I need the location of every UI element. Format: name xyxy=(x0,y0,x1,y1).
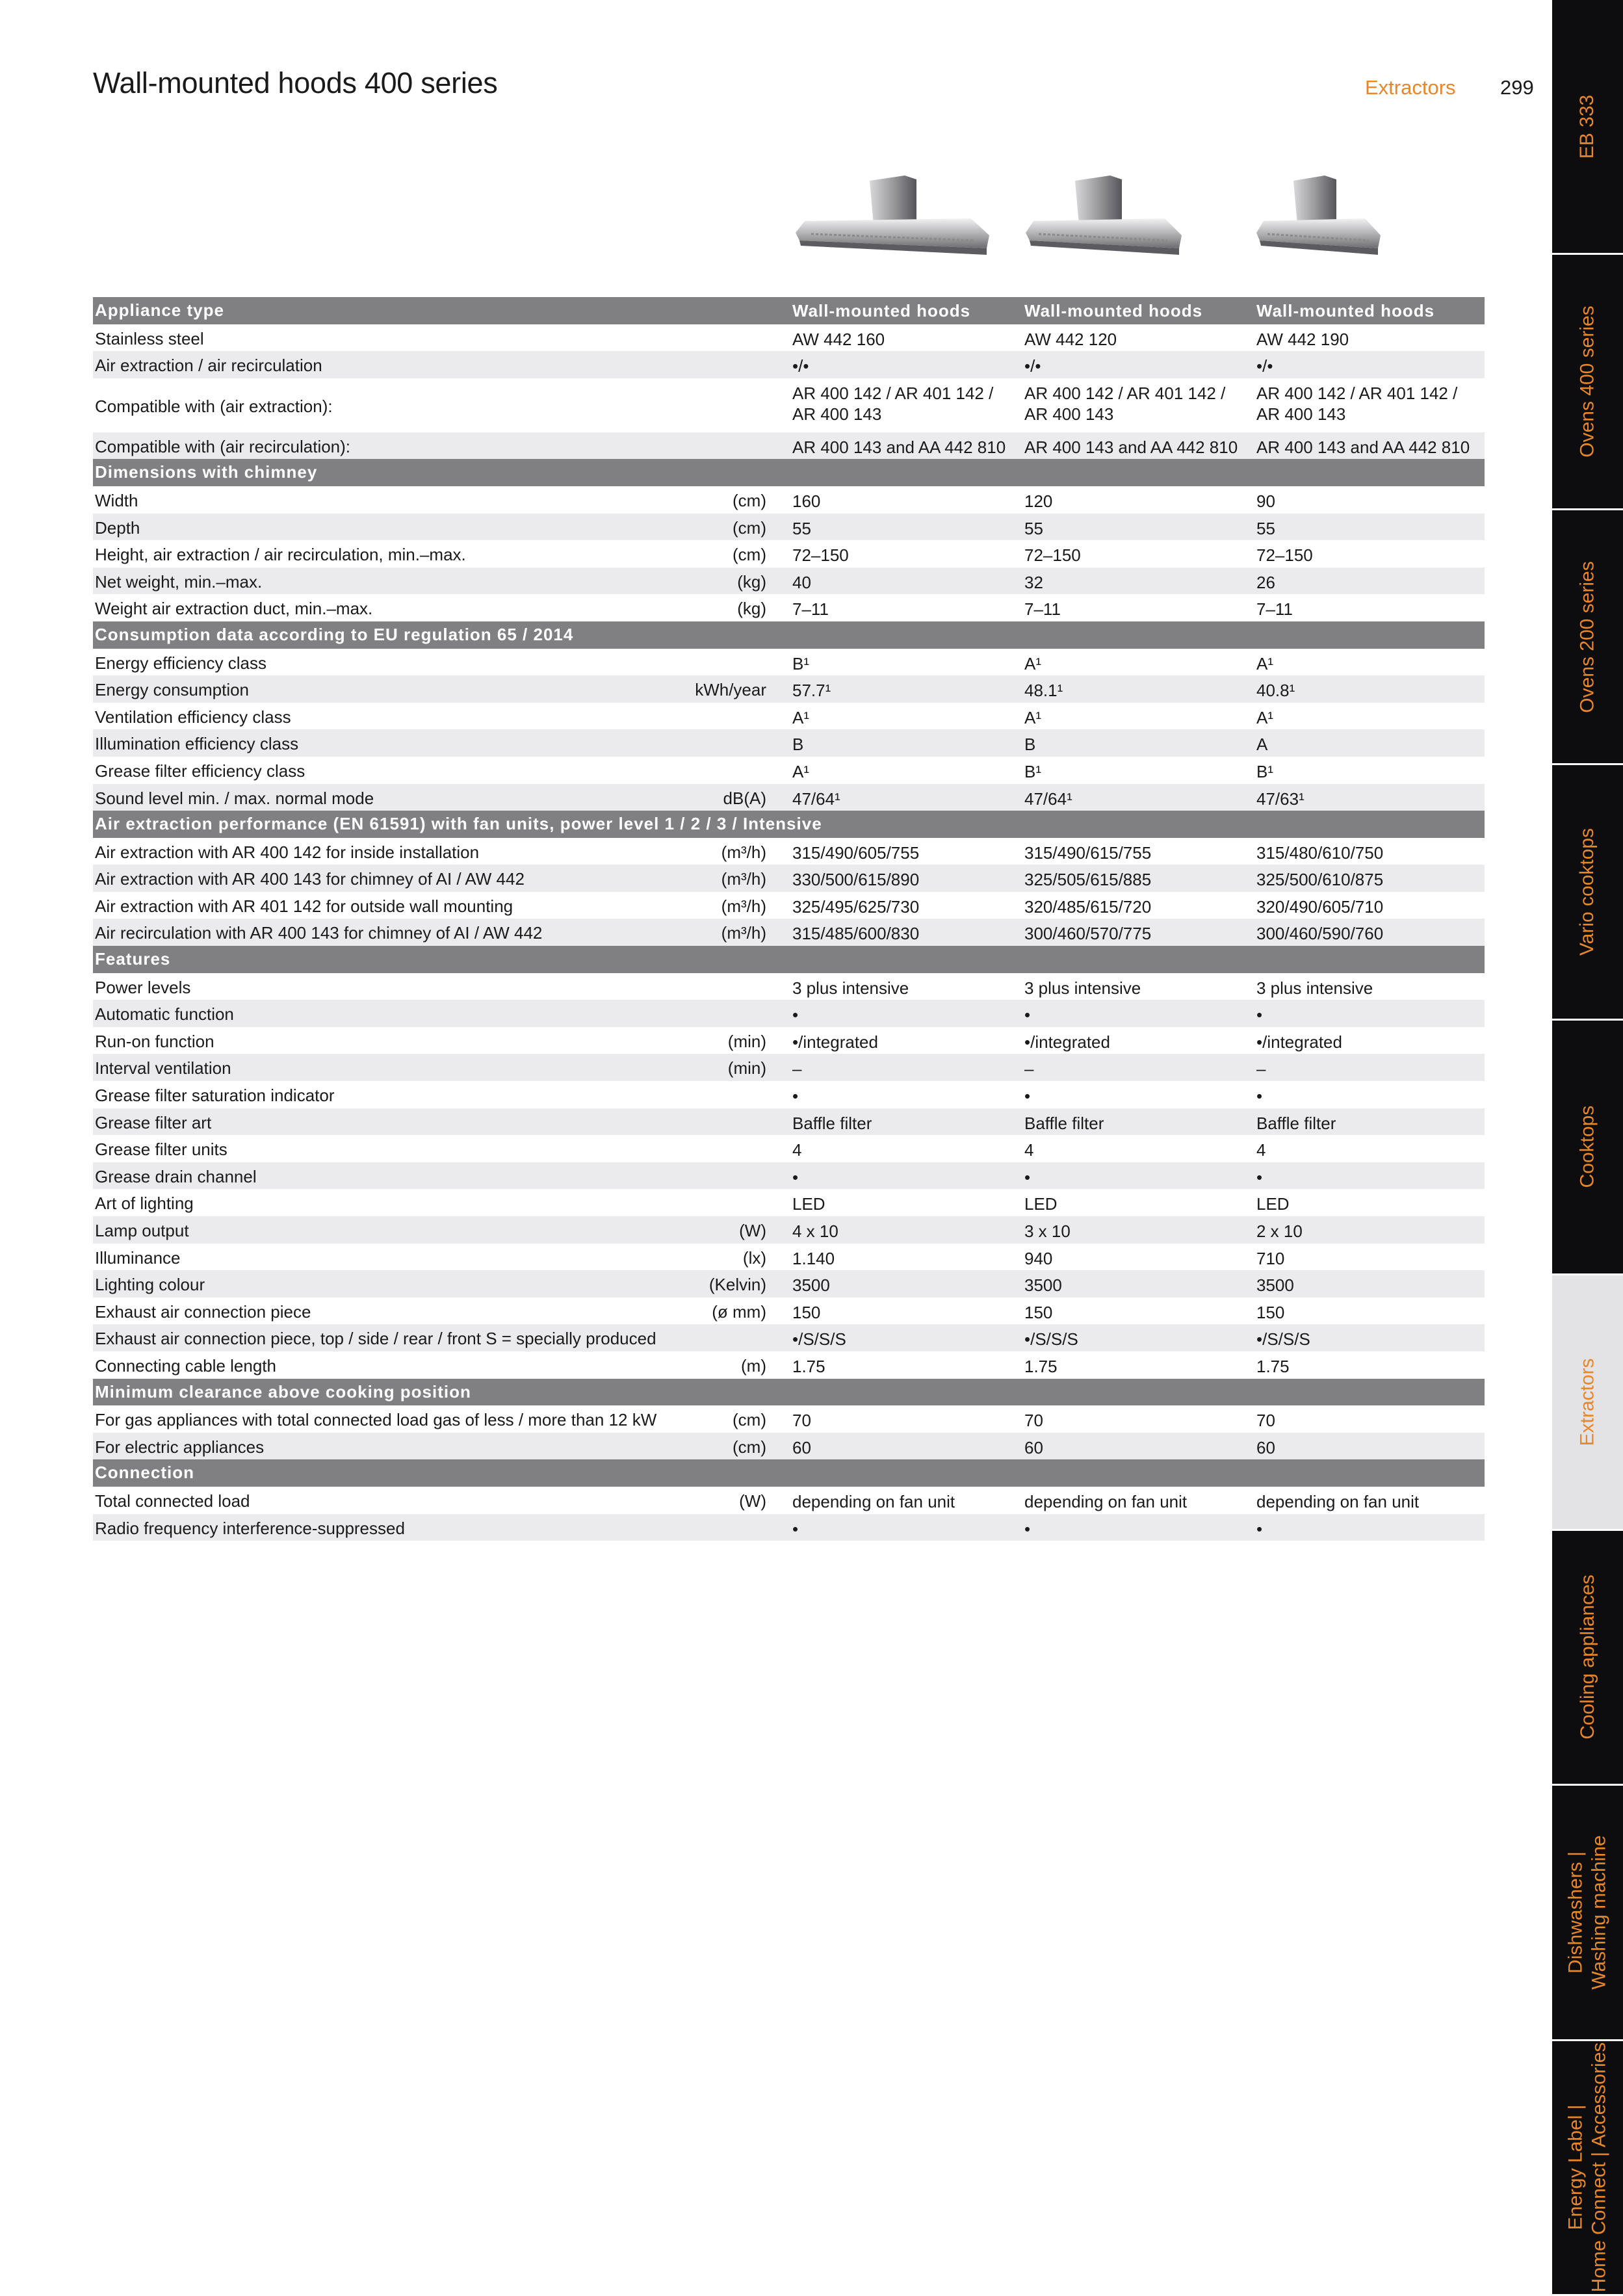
cell-value: 150 xyxy=(1024,1302,1053,1322)
table-section-header xyxy=(93,946,1485,973)
cell-value: •/• xyxy=(1256,356,1273,376)
row-unit: (m) xyxy=(741,1355,766,1376)
row-unit: (cm) xyxy=(733,490,766,510)
cell-value: 60 xyxy=(792,1437,811,1457)
cell-value: •/S/S/S xyxy=(1024,1329,1078,1350)
cell-value: 300/460/590/760 xyxy=(1256,924,1384,944)
row-label: Features xyxy=(95,949,171,969)
row-unit: (kg) xyxy=(737,571,766,592)
row-label: Grease filter units xyxy=(95,1140,227,1160)
cell-value: • xyxy=(792,1086,799,1106)
row-label: Compatible with (air extraction): xyxy=(95,396,333,416)
cell-value: A¹ xyxy=(1256,653,1273,673)
table-row xyxy=(93,432,1485,460)
cell-value: 72–150 xyxy=(1256,545,1313,566)
cell-value: 47/64¹ xyxy=(1024,789,1072,809)
cell-value: •/integrated xyxy=(792,1032,878,1052)
cell-value: 325/500/610/875 xyxy=(1256,870,1384,890)
row-unit: dB(A) xyxy=(723,788,766,808)
cell-value: •/integrated xyxy=(1256,1032,1342,1052)
row-label: Depth xyxy=(95,517,140,538)
cell-value: 2 x 10 xyxy=(1256,1221,1303,1241)
cell-value: 315/490/605/755 xyxy=(792,842,920,863)
table-row xyxy=(93,567,1485,595)
row-label: Sound level min. / max. normal mode xyxy=(95,788,374,808)
cell-value: AR 400 143 and AA 442 810 xyxy=(792,437,1006,457)
table-row xyxy=(93,1270,1485,1298)
cell-value: LED xyxy=(1024,1194,1058,1214)
table-row xyxy=(93,378,1485,432)
side-tab-label xyxy=(1576,306,1600,457)
cell-value: •/S/S/S xyxy=(792,1329,846,1350)
cell-value: 7–11 xyxy=(792,599,829,620)
row-label: Ventilation efficiency class xyxy=(95,707,291,727)
cell-value: 40 xyxy=(792,572,811,592)
side-tab-label xyxy=(1576,95,1599,159)
cell-value: B¹ xyxy=(1024,761,1041,781)
cell-value: 60 xyxy=(1024,1437,1043,1457)
section-label: Extractors xyxy=(1365,76,1456,99)
row-label: Total connected load xyxy=(95,1491,250,1511)
side-tab[interactable] xyxy=(1552,255,1623,508)
page-title: Wall-mounted hoods 400 series xyxy=(93,66,498,99)
table-row xyxy=(93,1027,1485,1054)
cell-value: • xyxy=(792,1519,799,1539)
row-label: Consumption data according to EU regulation 65 / 2014 xyxy=(95,624,574,644)
table-row xyxy=(93,351,1485,378)
cell-value: 55 xyxy=(1256,518,1275,538)
page-number: 299 xyxy=(1500,76,1534,99)
side-tab[interactable] xyxy=(1552,1021,1623,1273)
cell-value: • xyxy=(792,1005,799,1025)
row-unit: (cm) xyxy=(733,517,766,538)
cell-value: 315/480/610/750 xyxy=(1256,842,1384,863)
table-row xyxy=(93,1162,1485,1190)
cell-value: 57.7¹ xyxy=(792,681,831,701)
cell-value: 120 xyxy=(1024,491,1053,511)
cell-value: 48.1¹ xyxy=(1024,681,1063,701)
cell-value: 7–11 xyxy=(1256,599,1293,620)
row-label: Energy efficiency class xyxy=(95,653,266,673)
product-image-hood-90 xyxy=(1254,176,1382,260)
side-tab-label-line: Ovens 400 series xyxy=(1576,306,1598,458)
cell-value: 300/460/570/775 xyxy=(1024,924,1152,944)
cell-value: AR 400 143 and AA 442 810 xyxy=(1256,437,1470,457)
cell-value: 3 plus intensive xyxy=(1256,978,1373,998)
cell-value: A¹ xyxy=(1024,653,1041,673)
row-unit: (m³/h) xyxy=(721,896,766,916)
cell-value: • xyxy=(1256,1086,1263,1106)
row-unit: (ø mm) xyxy=(712,1301,766,1322)
cell-value: 325/495/625/730 xyxy=(792,896,920,917)
cell-value: 3 plus intensive xyxy=(1024,978,1141,998)
row-unit: (cm) xyxy=(733,1437,766,1457)
row-label: Art of lighting xyxy=(95,1194,194,1214)
cell-value: 70 xyxy=(792,1411,811,1431)
cell-value: • xyxy=(1024,1519,1031,1539)
row-label: Air extraction / air recirculation xyxy=(95,356,322,376)
cell-value: 55 xyxy=(1024,518,1043,538)
cell-value: A¹ xyxy=(792,761,809,781)
table-section-header xyxy=(93,297,1485,324)
cell-value: 3500 xyxy=(792,1275,830,1296)
cell-value: Wall-mounted hoods xyxy=(792,301,971,320)
row-label: Exhaust air connection piece, top / side / rear / front S = specially produced xyxy=(95,1329,656,1349)
table-row xyxy=(93,919,1485,946)
side-tab-label xyxy=(1576,828,1600,956)
cell-value: AR 400 142 / AR 401 142 / AR 400 143 xyxy=(1024,383,1226,424)
row-unit: (min) xyxy=(727,1031,766,1051)
cell-value: •/• xyxy=(792,356,809,376)
product-image-hood-160 xyxy=(792,176,991,260)
cell-value: • xyxy=(1024,1086,1031,1106)
cell-value: Baffle filter xyxy=(792,1113,872,1133)
table-section-header xyxy=(93,811,1485,838)
cell-value: 330/500/615/890 xyxy=(792,870,920,890)
cell-value: 7–11 xyxy=(1024,599,1061,620)
cell-value: depending on fan unit xyxy=(1256,1491,1420,1511)
side-tab-label xyxy=(1576,1575,1600,1740)
row-label: For gas appliances with total connected load gas of less / more than 12 kW xyxy=(95,1410,657,1430)
cell-value: B xyxy=(1024,735,1036,755)
cell-value: 315/485/600/830 xyxy=(792,924,920,944)
cell-value: •/S/S/S xyxy=(1256,1329,1310,1350)
table-row xyxy=(93,1298,1485,1325)
cell-value: AR 400 142 / AR 401 142 / AR 400 143 xyxy=(1256,383,1458,424)
side-tab[interactable] xyxy=(1552,2041,1623,2294)
row-label: Grease filter saturation indicator xyxy=(95,1086,335,1106)
cell-value: • xyxy=(1256,1005,1263,1025)
cell-value: AR 400 143 and AA 442 810 xyxy=(1024,437,1238,457)
row-label: Grease drain channel xyxy=(95,1166,257,1186)
cell-value: AW 442 160 xyxy=(792,329,885,349)
row-label: Grease filter efficiency class xyxy=(95,761,305,781)
table-row xyxy=(93,729,1485,757)
cell-value: 72–150 xyxy=(1024,545,1081,566)
table-row xyxy=(93,703,1485,730)
table-section-header xyxy=(93,1379,1485,1406)
table-row xyxy=(93,1433,1485,1460)
row-label: Energy consumption xyxy=(95,680,250,700)
row-unit: (lx) xyxy=(742,1247,766,1268)
table-row xyxy=(93,892,1485,919)
side-tab-label-line: Home Connect | Accessories xyxy=(1588,2042,1610,2293)
cell-value: depending on fan unit xyxy=(1024,1491,1188,1511)
row-unit: kWh/year xyxy=(695,680,766,700)
row-unit: (cm) xyxy=(733,545,766,565)
row-label: Weight air extraction duct, min.–max. xyxy=(95,599,373,619)
product-image-hood-120 xyxy=(1023,176,1183,260)
table-row xyxy=(93,1351,1485,1379)
row-label: Net weight, min.–max. xyxy=(95,571,263,592)
side-tab-label-line: Vario cooktops xyxy=(1576,828,1598,956)
row-label: Air extraction with AR 400 143 for chimney of AI / AW 442 xyxy=(95,869,525,889)
spec-table xyxy=(93,297,1485,1541)
cell-value: 1.75 xyxy=(792,1356,825,1376)
table-row xyxy=(93,838,1485,865)
side-tab[interactable] xyxy=(1552,1275,1623,1528)
table-row xyxy=(93,540,1485,567)
cell-value: A¹ xyxy=(1256,707,1273,727)
row-label: Connecting cable length xyxy=(95,1355,276,1376)
cell-value: 4 x 10 xyxy=(792,1221,838,1241)
cell-value: 710 xyxy=(1256,1248,1285,1268)
table-row xyxy=(93,486,1485,514)
row-label: Illuminance xyxy=(95,1247,181,1268)
cell-value: Wall-mounted hoods xyxy=(1024,301,1203,320)
row-label: Width xyxy=(95,490,138,510)
cell-value: B xyxy=(792,735,804,755)
cell-value: 160 xyxy=(792,491,821,511)
cell-value: 90 xyxy=(1256,491,1275,511)
cell-value: LED xyxy=(792,1194,825,1214)
row-label: Stainless steel xyxy=(95,328,204,348)
side-tab-label xyxy=(1576,1106,1600,1188)
table-section-header xyxy=(93,621,1485,649)
table-row xyxy=(93,594,1485,621)
cell-value: A¹ xyxy=(792,707,809,727)
cell-value: 3500 xyxy=(1024,1275,1062,1296)
cell-value: 1.75 xyxy=(1256,1356,1290,1376)
cell-value: 70 xyxy=(1024,1411,1043,1431)
cell-value: Baffle filter xyxy=(1256,1113,1336,1133)
row-label: For electric appliances xyxy=(95,1437,265,1457)
row-unit: (kg) xyxy=(737,599,766,619)
cell-value: 3500 xyxy=(1256,1275,1294,1296)
cell-value: Baffle filter xyxy=(1024,1113,1104,1133)
row-label: Air extraction with AR 400 142 for inside installation xyxy=(95,842,480,862)
cell-value: – xyxy=(792,1059,802,1079)
cell-value: A¹ xyxy=(1024,707,1041,727)
side-tab-label xyxy=(1576,561,1600,712)
row-unit: (min) xyxy=(727,1058,766,1078)
table-row xyxy=(93,675,1485,703)
cell-value: Wall-mounted hoods xyxy=(1256,301,1435,320)
table-section-header xyxy=(93,1459,1485,1487)
side-tab[interactable] xyxy=(1552,765,1623,1018)
cell-value: 320/490/605/710 xyxy=(1256,896,1384,917)
side-tab[interactable] xyxy=(1552,510,1623,763)
cell-value: 325/505/615/885 xyxy=(1024,870,1152,890)
table-row xyxy=(93,1054,1485,1081)
row-unit: (Kelvin) xyxy=(708,1275,766,1295)
side-tab-label-line: Cooktops xyxy=(1576,1106,1598,1188)
cell-value: depending on fan unit xyxy=(792,1491,955,1511)
table-row xyxy=(93,1189,1485,1216)
row-label: Lighting colour xyxy=(95,1275,205,1295)
row-label: Dimensions with chimney xyxy=(95,462,318,482)
row-label: Power levels xyxy=(95,977,191,997)
row-label: Height, air extraction / air recirculation, min.–max. xyxy=(95,545,466,565)
table-row xyxy=(93,1487,1485,1514)
row-unit: (W) xyxy=(739,1221,766,1240)
side-tab-label-line: Energy Label | xyxy=(1565,2104,1587,2230)
side-tab[interactable] xyxy=(1552,1531,1623,1784)
table-row xyxy=(93,784,1485,811)
cell-value: 1.75 xyxy=(1024,1356,1058,1376)
cell-value: B¹ xyxy=(792,653,809,673)
cell-value: 4 xyxy=(1256,1140,1266,1160)
cell-value: – xyxy=(1256,1059,1266,1079)
table-row xyxy=(93,1324,1485,1351)
row-label: Air extraction performance (EN 61591) with fan units, power level 1 / 2 / 3 / Intensive xyxy=(95,814,822,834)
cell-value: LED xyxy=(1256,1194,1290,1214)
table-row xyxy=(93,1405,1485,1433)
cell-value: 40.8¹ xyxy=(1256,681,1295,701)
row-label: Grease filter art xyxy=(95,1112,212,1132)
cell-value: 70 xyxy=(1256,1411,1275,1431)
cell-value: • xyxy=(792,1167,799,1187)
row-label: Radio frequency interference-suppressed xyxy=(95,1518,405,1538)
table-row xyxy=(93,1108,1485,1136)
table-section-header xyxy=(93,459,1485,486)
table-row xyxy=(93,324,1485,352)
cell-value: • xyxy=(1256,1167,1263,1187)
table-row xyxy=(93,865,1485,892)
cell-value: A xyxy=(1256,735,1268,755)
table-row xyxy=(93,649,1485,676)
side-tab[interactable] xyxy=(1552,1786,1623,2039)
table-row xyxy=(93,1244,1485,1271)
cell-value: AR 400 142 / AR 401 142 / AR 400 143 xyxy=(792,383,994,424)
cell-value: 4 xyxy=(1024,1140,1034,1160)
cell-value: 940 xyxy=(1024,1248,1053,1268)
side-tab-label-line: Ovens 200 series xyxy=(1576,560,1598,713)
side-tab-label-line: EB 333 xyxy=(1576,94,1598,159)
cell-value: •/integrated xyxy=(1024,1032,1110,1052)
row-unit: (cm) xyxy=(733,1410,766,1430)
row-label: Appliance type xyxy=(95,300,224,320)
side-tab-label xyxy=(1576,1358,1600,1446)
row-label: Automatic function xyxy=(95,1004,234,1024)
row-label: Connection xyxy=(95,1463,194,1483)
cell-value: 60 xyxy=(1256,1437,1275,1457)
cell-value: 32 xyxy=(1024,572,1043,592)
cell-value: 150 xyxy=(1256,1302,1285,1322)
side-tab-label-line: Extractors xyxy=(1576,1358,1598,1446)
table-row xyxy=(93,514,1485,541)
cell-value: AW 442 190 xyxy=(1256,329,1349,349)
cell-value: 150 xyxy=(792,1302,821,1322)
table-row xyxy=(93,1514,1485,1541)
side-tab-label-line: Cooling appliances xyxy=(1576,1574,1598,1740)
row-label: Illumination efficiency class xyxy=(95,734,299,754)
row-label: Air recirculation with AR 400 143 for chimney of AI / AW 442 xyxy=(95,923,543,943)
row-label: Compatible with (air recirculation): xyxy=(95,436,351,456)
side-tab[interactable] xyxy=(1552,0,1623,253)
table-row xyxy=(93,973,1485,1000)
cell-value: • xyxy=(1256,1519,1263,1539)
cell-value: 47/64¹ xyxy=(792,789,840,809)
cell-value: AW 442 120 xyxy=(1024,329,1117,349)
cell-value: • xyxy=(1024,1167,1031,1187)
cell-value: 315/490/615/755 xyxy=(1024,842,1152,863)
row-unit: (m³/h) xyxy=(721,869,766,889)
table-row xyxy=(93,1135,1485,1162)
cell-value: 3 plus intensive xyxy=(792,978,909,998)
table-row xyxy=(93,1081,1485,1108)
row-label: Run-on function xyxy=(95,1031,214,1051)
cell-value: 47/63¹ xyxy=(1256,789,1305,809)
cell-value: 55 xyxy=(792,518,811,538)
side-tab-label xyxy=(1565,1835,1611,1989)
table-row xyxy=(93,1216,1485,1244)
cell-value: B¹ xyxy=(1256,761,1273,781)
side-tab-label-line: Dishwashers | xyxy=(1565,1851,1587,1974)
cell-value: 3 x 10 xyxy=(1024,1221,1071,1241)
cell-value: •/• xyxy=(1024,356,1041,376)
cell-value: 1.140 xyxy=(792,1248,835,1268)
row-label: Minimum clearance above cooking position xyxy=(95,1381,471,1402)
row-unit: (m³/h) xyxy=(721,923,766,943)
row-label: Lamp output xyxy=(95,1221,189,1240)
cell-value: 72–150 xyxy=(792,545,849,566)
side-tab-label xyxy=(1565,2042,1611,2293)
row-label: Air extraction with AR 401 142 for outside wall mounting xyxy=(95,896,513,916)
cell-value: – xyxy=(1024,1059,1034,1079)
cell-value: 26 xyxy=(1256,572,1275,592)
table-row xyxy=(93,1000,1485,1027)
side-tab-label-line: Washing machine xyxy=(1588,1835,1610,1990)
row-label: Exhaust air connection piece xyxy=(95,1301,311,1322)
side-tab-bar xyxy=(1552,0,1623,2296)
row-label: Interval ventilation xyxy=(95,1058,231,1078)
cell-value: 4 xyxy=(792,1140,802,1160)
table-row xyxy=(93,757,1485,784)
row-unit: (W) xyxy=(739,1491,766,1511)
cell-value: 320/485/615/720 xyxy=(1024,896,1152,917)
cell-value: • xyxy=(1024,1005,1031,1025)
row-unit: (m³/h) xyxy=(721,842,766,862)
